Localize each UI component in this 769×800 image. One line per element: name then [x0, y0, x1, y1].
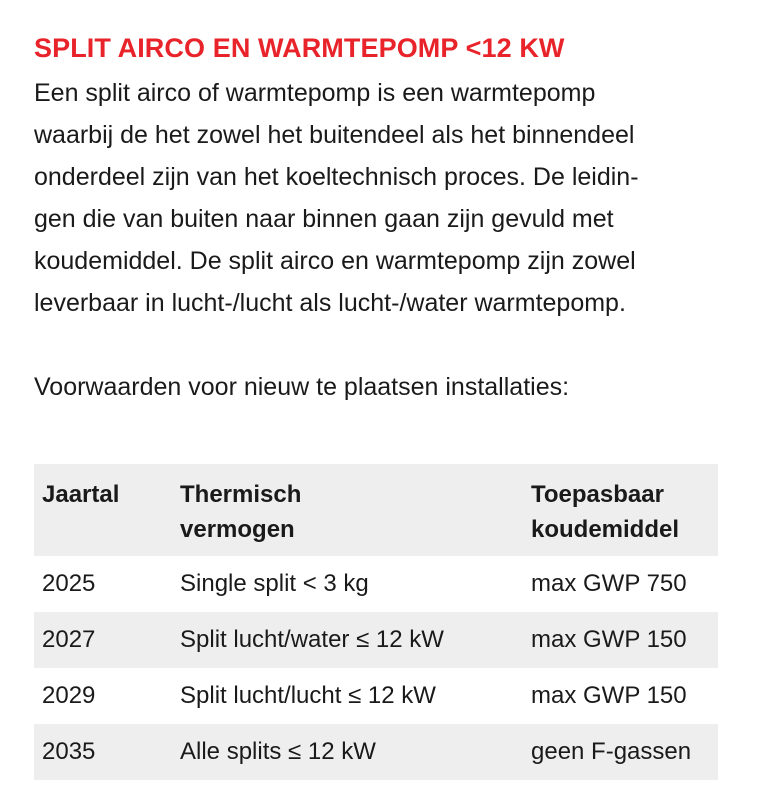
- table-row: [34, 556, 718, 612]
- cell-year: 2035: [42, 738, 96, 765]
- intro-line: koudemiddel. De split airco en warmtepomp zijn zowel: [34, 247, 636, 275]
- header-power-line1: Thermisch: [180, 481, 302, 508]
- header-power: [172, 464, 523, 556]
- table-row: [34, 724, 718, 780]
- header-refrigerant-line2: koudemiddel: [531, 516, 680, 543]
- cell-year: 2029: [42, 682, 96, 709]
- page-title: SPLIT AIRCO EN WARMTEPOMP <12 KW: [34, 33, 565, 63]
- table-row: [34, 612, 718, 668]
- intro-line: gen die van buiten naar binnen gaan zijn gevuld met: [34, 205, 614, 233]
- table-header-row: [34, 464, 718, 556]
- intro-paragraph: [34, 72, 727, 324]
- header-power-line2: vermogen: [180, 516, 295, 543]
- header-year-label: Jaartal: [42, 481, 120, 508]
- cell-refrigerant: max GWP 150: [531, 682, 687, 709]
- header-refrigerant-line1: Toepasbaar: [531, 481, 664, 508]
- table-row: [34, 668, 718, 724]
- intro-line: Een split airco of warmtepomp is een warmtepomp: [34, 79, 596, 107]
- cell-power: Alle splits ≤ 12 kW: [180, 738, 376, 765]
- cell-power: Single split < 3 kg: [180, 570, 369, 597]
- conditions-heading: Voorwaarden voor nieuw te plaatsen installaties:: [34, 373, 570, 401]
- header-year: [34, 464, 172, 556]
- cell-power: Split lucht/water ≤ 12 kW: [180, 626, 444, 653]
- cell-refrigerant: max GWP 750: [531, 570, 687, 597]
- cell-refrigerant: max GWP 150: [531, 626, 687, 653]
- cell-year: 2027: [42, 626, 96, 653]
- header-refrigerant: [523, 464, 718, 556]
- intro-line: leverbaar in lucht-/lucht als lucht-/water warmtepomp.: [34, 289, 626, 317]
- cell-power: Split lucht/lucht ≤ 12 kW: [180, 682, 436, 709]
- intro-line: onderdeel zijn van het koeltechnisch proces. De leidin-: [34, 163, 639, 191]
- intro-line: waarbij de het zowel het buitendeel als het binnendeel: [34, 121, 635, 149]
- regulation-table: [34, 464, 718, 780]
- cell-refrigerant: geen F-gassen: [531, 738, 692, 765]
- cell-year: 2025: [42, 570, 96, 597]
